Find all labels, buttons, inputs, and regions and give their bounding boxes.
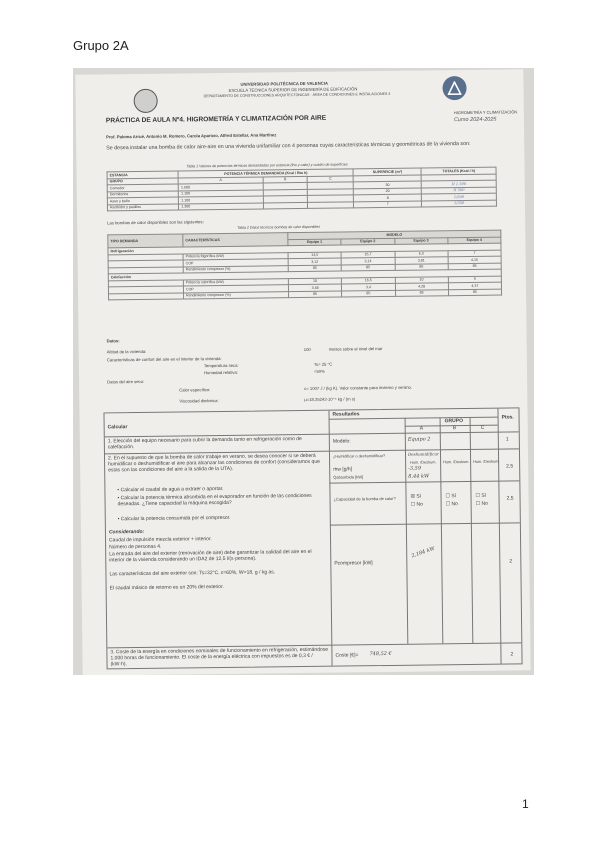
question-2-bullet-3: • Calcular la potencia consumida por el compresor. [117,514,231,523]
table1-row-surface: 8 [354,194,422,201]
table2-row-name: COP [183,285,288,293]
document-subtitle: HIGROMETRÍA Y CLIMATIZACIÓN [453,109,518,116]
table2-cell: 16,7 [341,251,394,258]
q2-option-a: Hum. /Deshum. [410,460,437,465]
q2-answer-1: Deshumidificar [407,451,439,457]
table1-caption: Tabla 1 Valores de potencias térmicas demandadas por estancia (frío y calor) y cuadro de superficies [186,162,348,169]
university-name: UNIVERSIDAD POLITÉCNICA DE VALENCIA [240,80,328,87]
table1-row-total: H 500 [422,187,497,194]
col-a-head: A [419,425,424,432]
q2c-answer: 2,184 kW [410,545,436,560]
table1-row-surface: 7 [354,201,422,208]
temp-value: Ts= 25 °C [313,361,333,367]
table2-row-name: COP [183,259,288,267]
table2-cell: 85 [341,264,394,271]
considerando-heading: Considerando: [108,528,145,536]
pts-head: Ptos. [501,414,514,421]
q2-a-yes-label: Sí [416,493,422,500]
school-name: ESCUELA TÉCNICA SUPERIOR DE INGENIERÍA DE EDIFICACIÓN [228,86,358,93]
table2-cell: 14,5 [288,252,341,259]
cp-value: c= 1007 J / (kg K). Valor constante para invierno y verano. [304,384,413,391]
considerando-2: Número de personas 4. [109,543,162,551]
table2-cell: 85 [395,289,448,296]
visc-label: Viscosidad dinámica: [179,398,219,404]
altitud-unit: metros sobre el nivel del mar [328,346,383,352]
table2-cell: 3,81 [395,257,448,264]
table2-equipo: Equipo 2 [341,238,394,245]
table1-row-a: 1.100 [179,196,263,204]
q1-points: 1 [505,436,509,443]
table1-head-stays: ESTANCIA [107,171,178,178]
q2-c-yes-label: Sí [481,492,487,499]
altitud-value: 100 [303,346,311,352]
q1-label: Modelo: [332,438,351,445]
q2-b-no[interactable]: ☐ No [445,501,458,508]
hum-value: =50% [313,368,325,374]
question-2-bullet-1: • Calcular el caudal de agua a extraer o aportar. [117,485,224,494]
group-label: Grupo 2A [73,38,129,53]
question-2-bullet-2: • Calcular la potencia térmica absorbida en el evaporador en función de las condiciones deseadas. ¿Tiene capacidad la máquina escogida? [117,492,312,508]
table1-row-name: Comedor [107,184,178,191]
q3-answer: 748,52 € [369,650,392,658]
department-name: DEPARTAMENTO DE CONSTRUCCIONES ARQUITECTÓNICAS · ÁREA DE CONDICIONES E INSTALACIONES 4 [203,91,391,99]
table2-head-model: MODELO [288,230,501,239]
table1-row-total: H 1.500 [422,180,497,187]
q2c-label: Ṗcompresor [kW] [334,560,373,567]
table2-cell: 85 [448,263,501,270]
table1-head-power: POTENCIA TÉRMICA DEMANDADA (Kcal / Btu h) [178,169,353,178]
q2-option-c: Hum. /Deshum. [473,459,500,464]
table1-row-a: 1.300 [179,202,263,210]
table2-cell: 4,37 [448,282,501,289]
table2-row-name: Potencia calorífica (kW) [183,278,288,286]
question-2: 2. En el supuesto de que la bomba de calor trabaje en verano, se desea conocer si se deberá humidificar o deshumidificar el aire para alcanzar las condiciones de confort (consideramos que estas son las condiciones del aire a la salida de la UTA). [107,452,320,474]
table2-head-char: CARACTERÍSTICAS [183,233,288,247]
q3-label: Coste [€]= [335,652,359,659]
q2-b-yes-label: Sí [451,493,457,500]
q2-c-no[interactable]: ☐ No [475,500,488,507]
table1-row-surface: 30 [353,181,421,188]
confort-label: Características de confort del aire en el interior de la vivienda: [106,355,222,363]
q2-label-4: ¿Capacidad de la bomba de calor? [333,495,396,502]
results-head: Resultados [332,411,360,418]
question-1: 1. Elección del equipo necesario para cubrir la demanda tanto en refrigeración como de calefacción. [107,436,302,451]
table2-cell: 6,3 [395,250,448,257]
table1-row-a: 1.500 [178,183,262,191]
hum-label: Humedad relativa: [203,369,239,376]
table2-caption: Tabla 2 Datos técnicos bombas de calor disponibles [237,224,321,230]
table1-row-total: 1/350 [422,200,497,207]
table2-cell: 10 [395,276,448,283]
table1-col-a: A [178,176,262,184]
q1-answer: Equipo 2 [407,436,431,443]
table1 [107,167,497,212]
table2-cell: 4,28 [395,283,448,290]
aire-label: Datos del aire seco: [107,378,145,385]
scanned-photo [73,68,534,675]
calc-head: Calcular [107,424,128,431]
table2-cell: 16,5 [342,277,395,284]
q2-a-no-label: No [416,501,423,508]
university-seal-icon [134,89,158,113]
considerando-3: La entrada del aire del exterior (renovación de aire) debe garantizar la calidad del aire en el interior de la vivienda considerando un IDA2 de 12,5 l/(s·persona). [109,548,312,564]
table2-cell: 3,4 [342,283,395,290]
table2-cell: 10 [288,278,341,285]
cp-label: Calor específico: [179,387,211,393]
col-b-head: B [452,425,457,432]
course-year: Curso 2024-2025 [453,116,497,124]
table2-row-name: Rendimiento compresor (%) [184,291,289,299]
q2-c-no-label: No [481,500,488,507]
document-title: PRÁCTICA DE AULA Nº4. HIGROMETRÍA Y CLIMATIZACIÓN POR AIRE [105,114,327,125]
q2-label-3: Q̇absorbida [kW] [333,474,364,480]
q2-label-1: ¿Humidificar o deshumidificar? [333,454,386,459]
q2-bullet-1-text: Calcular el caudal de agua a extraer o aportar. [120,485,224,494]
group-head: GRUPO [444,418,463,425]
upv-logo-icon [442,76,466,100]
table2 [107,230,502,301]
question-3: 3. Coste de la energía en condiciones nominales de funcionamiento en refrigeración, estimándose 1.000 horas de funcionamiento. El coste de la energía eléctrica con impuestos es de 0,3 € / (kW·h). [110,646,329,668]
table1-footnote: Las bombas de calor disponibles son las siguientes: [107,219,204,226]
table2-cell: 85 [288,265,341,272]
q2c-points: 2 [509,558,513,565]
datos-heading: Datos: [106,338,120,344]
q2-bullet-2-text: Calcular la potencia térmica absorbida en el evaporador en función de las condiciones deseadas. ¿Tiene capacidad la máquina escogida? [117,492,312,508]
considerando-4: Las características del aire exterior son: Ts=32°C, ε=60%, W=18, g / kg as. [109,569,276,578]
table2-equipo: Equipo 1 [288,239,341,246]
table2-cell: 3,12 [288,258,341,265]
q2-a-no[interactable]: ☐ No [410,501,423,508]
considerando-1: Caudal de impulsión mezcla exterior + interior. [108,536,212,544]
table1-col-b: B [263,176,308,183]
q2-b-no-label: No [451,501,458,508]
q2-label-2: ṁw [g/h] [333,466,353,473]
table2-equipo: Equipo 4 [448,237,501,244]
table1-col-group: GRUPO [107,178,178,185]
q2-answer-2: -3,59 [408,465,422,472]
table2-cell: 85 [342,290,395,297]
table2-row-name: Rendimiento compresor (%) [183,265,288,273]
table1-row-total: 1/500 [422,193,497,200]
table1-col-c: C [307,175,353,182]
temp-label: Temperatura seca: [203,362,239,369]
table2-head-type: TIPO DEMANDA [108,234,183,248]
table2-cell: 85 [289,291,342,298]
table1-row-a: 1.100 [179,189,263,197]
visc-value: μ=18,35243·10⁻⁶ kg / (m s) [304,396,356,402]
table1-head-surface: SUPERFICIE (m²) [353,168,421,175]
table1-row-surface: 20 [354,188,422,195]
table2-cell: 85 [448,289,501,296]
col-c-head: C [480,424,485,431]
q3-points: 2 [510,651,514,658]
paper-sheet [75,69,530,675]
considerando-5: El caudal másico de retorno es un 20% del exterior. [109,583,224,592]
calc-table [103,407,522,669]
q2-points-2: 2,5 [506,495,514,502]
altitud-label: Altitud de la vivienda: [106,348,147,355]
q2-a-yes[interactable]: ☒ Sí [410,493,422,500]
table1-row-name: Recibidor y pasillos [107,204,178,211]
table2-cell: 7 [448,250,501,257]
q2-option-b: Hum. /Deshum. [443,459,470,465]
q2-bullet-3-text: Calcular la potencia consumida por el compresor. [120,514,231,523]
table2-refrigeracion-label: Refrigeración [108,243,501,254]
table2-calefaccion-label: Calefacción [108,269,501,280]
document-authors: Prof. Paloma Arrué, Antonio M. Romero, Carola Aparicio, Alfred Estellar, Ana Martínez [106,132,277,140]
table2-cell: 3,48 [288,284,341,291]
table2-cell: 3,14 [341,257,394,264]
page-number: 1 [522,797,529,811]
table1-row-name: Aseo y baño [107,197,178,204]
table1-head-total: TOTALES (Kcal / h) [421,167,496,174]
table2-row-name: Potencia frigorífica (kW) [183,252,288,260]
table2-cell: 85 [395,263,448,270]
q2-points-1: 2,5 [506,463,514,470]
intro-paragraph: Se desea instalar una bomba de calor aire-aire en una vivienda unifamiliar con 4 personas cuyas características térmicas y geométricas de la vivienda son: [106,140,471,152]
table2-equipo: Equipo 3 [394,237,447,244]
table2-cell: 9 [448,276,501,283]
q2-answer-3: 8,44 kW [408,473,430,480]
table2-cell: 4,15 [448,256,501,263]
q2-c-yes[interactable]: ☐ Sí [475,492,487,499]
table1-row-name: Dormitorios [107,191,178,198]
q2-b-yes[interactable]: ☐ Sí [445,493,457,500]
